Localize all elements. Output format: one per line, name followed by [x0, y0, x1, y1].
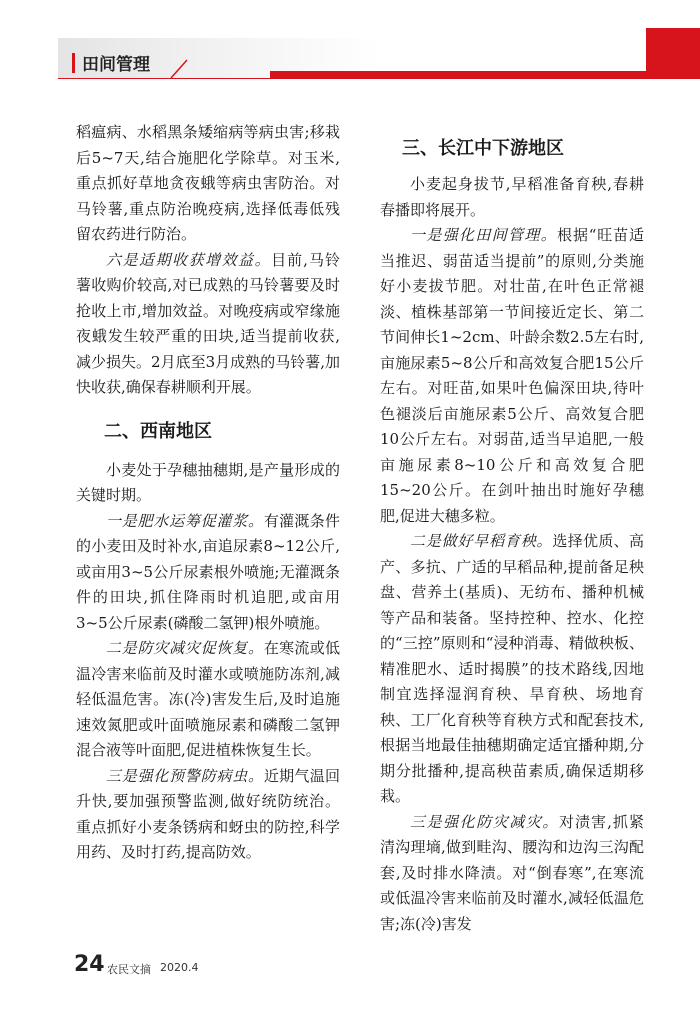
header-slash-decoration [167, 58, 191, 80]
paragraph [380, 529, 644, 810]
paragraph-lead: 六是适期收获增效益。 [106, 250, 272, 269]
paragraph-lead: 一是强化田间管理。 [410, 226, 558, 244]
magazine-name: 农民文摘 [107, 963, 151, 976]
paragraph-lead: 二是做好早稻育秧。 [410, 532, 553, 550]
paragraph-lead: 三是强化防灾减灾。 [410, 812, 559, 831]
paragraph-body: 对渍害,抓紧清沟理墒,做到畦沟、腰沟和边沟三沟配套,及时排水降渍。对“倒春寒”,在寒流或低温冷害来临前及时灌水,减轻低温危害;冻(冷)害发 [380, 812, 644, 933]
paragraph: 小麦起身拔节,早稻准备育秧,春耕春播即将展开。 [380, 175, 644, 219]
section-header-title: 田间管理 [82, 55, 150, 75]
paragraph-body: 根据“旺苗适当推迟、弱苗适当提前”的原则,分类施好小麦拔节肥。对壮苗,在叶色正常褪淡、植株基部第一节间接近定长、第二节间伸长1~2cm、叶龄余数2.5左右时,亩施尿素5~8公斤和高效复合肥15公斤左右。对旺苗,如果叶色偏深田块,待叶色褪淡后亩施尿素5公斤、高效复合肥10公斤左右。对弱苗,适当早追肥,一般亩施尿素8~10公斤和高效复合肥15~20公斤。在剑叶抽出时施好孕穗肥,促进大穗多粒。 [380, 226, 644, 525]
paragraph-lead: 一是肥水运筹促灌浆。 [106, 511, 264, 530]
paragraph [76, 764, 340, 866]
paragraph-lead: 三是强化预警防病虫。 [106, 766, 264, 785]
right-column [380, 136, 644, 937]
paragraph [76, 636, 340, 764]
issue-number: 2020.4 [160, 961, 199, 974]
paragraph-body: 目前,马铃薯收购价较高,对已成熟的马铃薯要及时抢收上市,增加效益。对晚疫病或窄缘施夜蛾发生较严重的田块,适当提前收获,减少损失。2月底至3月成熟的马铃薯,加快收获,确保春耕顺利开展。 [76, 250, 340, 396]
paragraph [380, 223, 644, 529]
paragraph-body: 在寒流或低温冷害来临前及时灌水或喷施防冻剂,减轻低温危害。冻(冷)害发生后,及时追施速效氮肥或叶面喷施尿素和磷酸二氢钾混合液等叶面肥,促进植株恢复生长。 [76, 639, 340, 759]
header-accent-mark [72, 53, 75, 73]
paragraph-lead: 二是防灾减灾促恢复。 [106, 639, 264, 657]
header-red-band [270, 71, 700, 79]
paragraph: 稻瘟病、水稻黑条矮缩病等病虫害;移栽后5~7天,结合施肥化学除草。对玉米,重点抓好草地贪夜蛾等病虫害防治。对马铃薯,重点防治晚疫病,选择低毒低残留农药进行防治。 [76, 123, 340, 243]
paragraph [76, 248, 340, 401]
paragraph [380, 810, 644, 938]
paragraph [76, 509, 340, 637]
page-number: 24 [74, 952, 105, 977]
section-title-southwest: 二、西南地区 [104, 420, 212, 442]
section-title-yangtze: 三、长江中下游地区 [402, 138, 564, 159]
paragraph-body: 有灌溉条件的小麦田及时补水,亩追尿素8~12公斤,或亩用3~5公斤尿素根外喷施;无灌溉条件的田块,抓住降雨时机追肥,或亩用3~5公斤尿素(磷酸二氢钾)根外喷施。 [76, 511, 340, 632]
paragraph-body: 近期气温回升快,要加强预警监测,做好统防统治。重点抓好小麦条锈病和蚜虫的防控,科学用药、及时打药,提高防效。 [76, 766, 340, 861]
left-column [76, 120, 340, 866]
paragraph: 小麦处于孕穗抽穗期,是产量形成的关键时期。 [76, 460, 340, 504]
paragraph-body: 选择优质、高产、多抗、广适的早稻品种,提前备足秧盘、营养土(基质)、无纺布、播种机械等产品和装备。坚持控种、控水、化控的“三控”原则和“浸种消毒、精做秧板、精准肥水、适时揭膜”的技术路线,因地制宜选择湿润育秧、旱育秧、场地育秧、工厂化育秧等育秧方式和配套技术,根据当地最佳抽穗期确定适宜播种期,分期分批播种,提高秧苗素质,确保适期移栽。 [380, 532, 644, 805]
